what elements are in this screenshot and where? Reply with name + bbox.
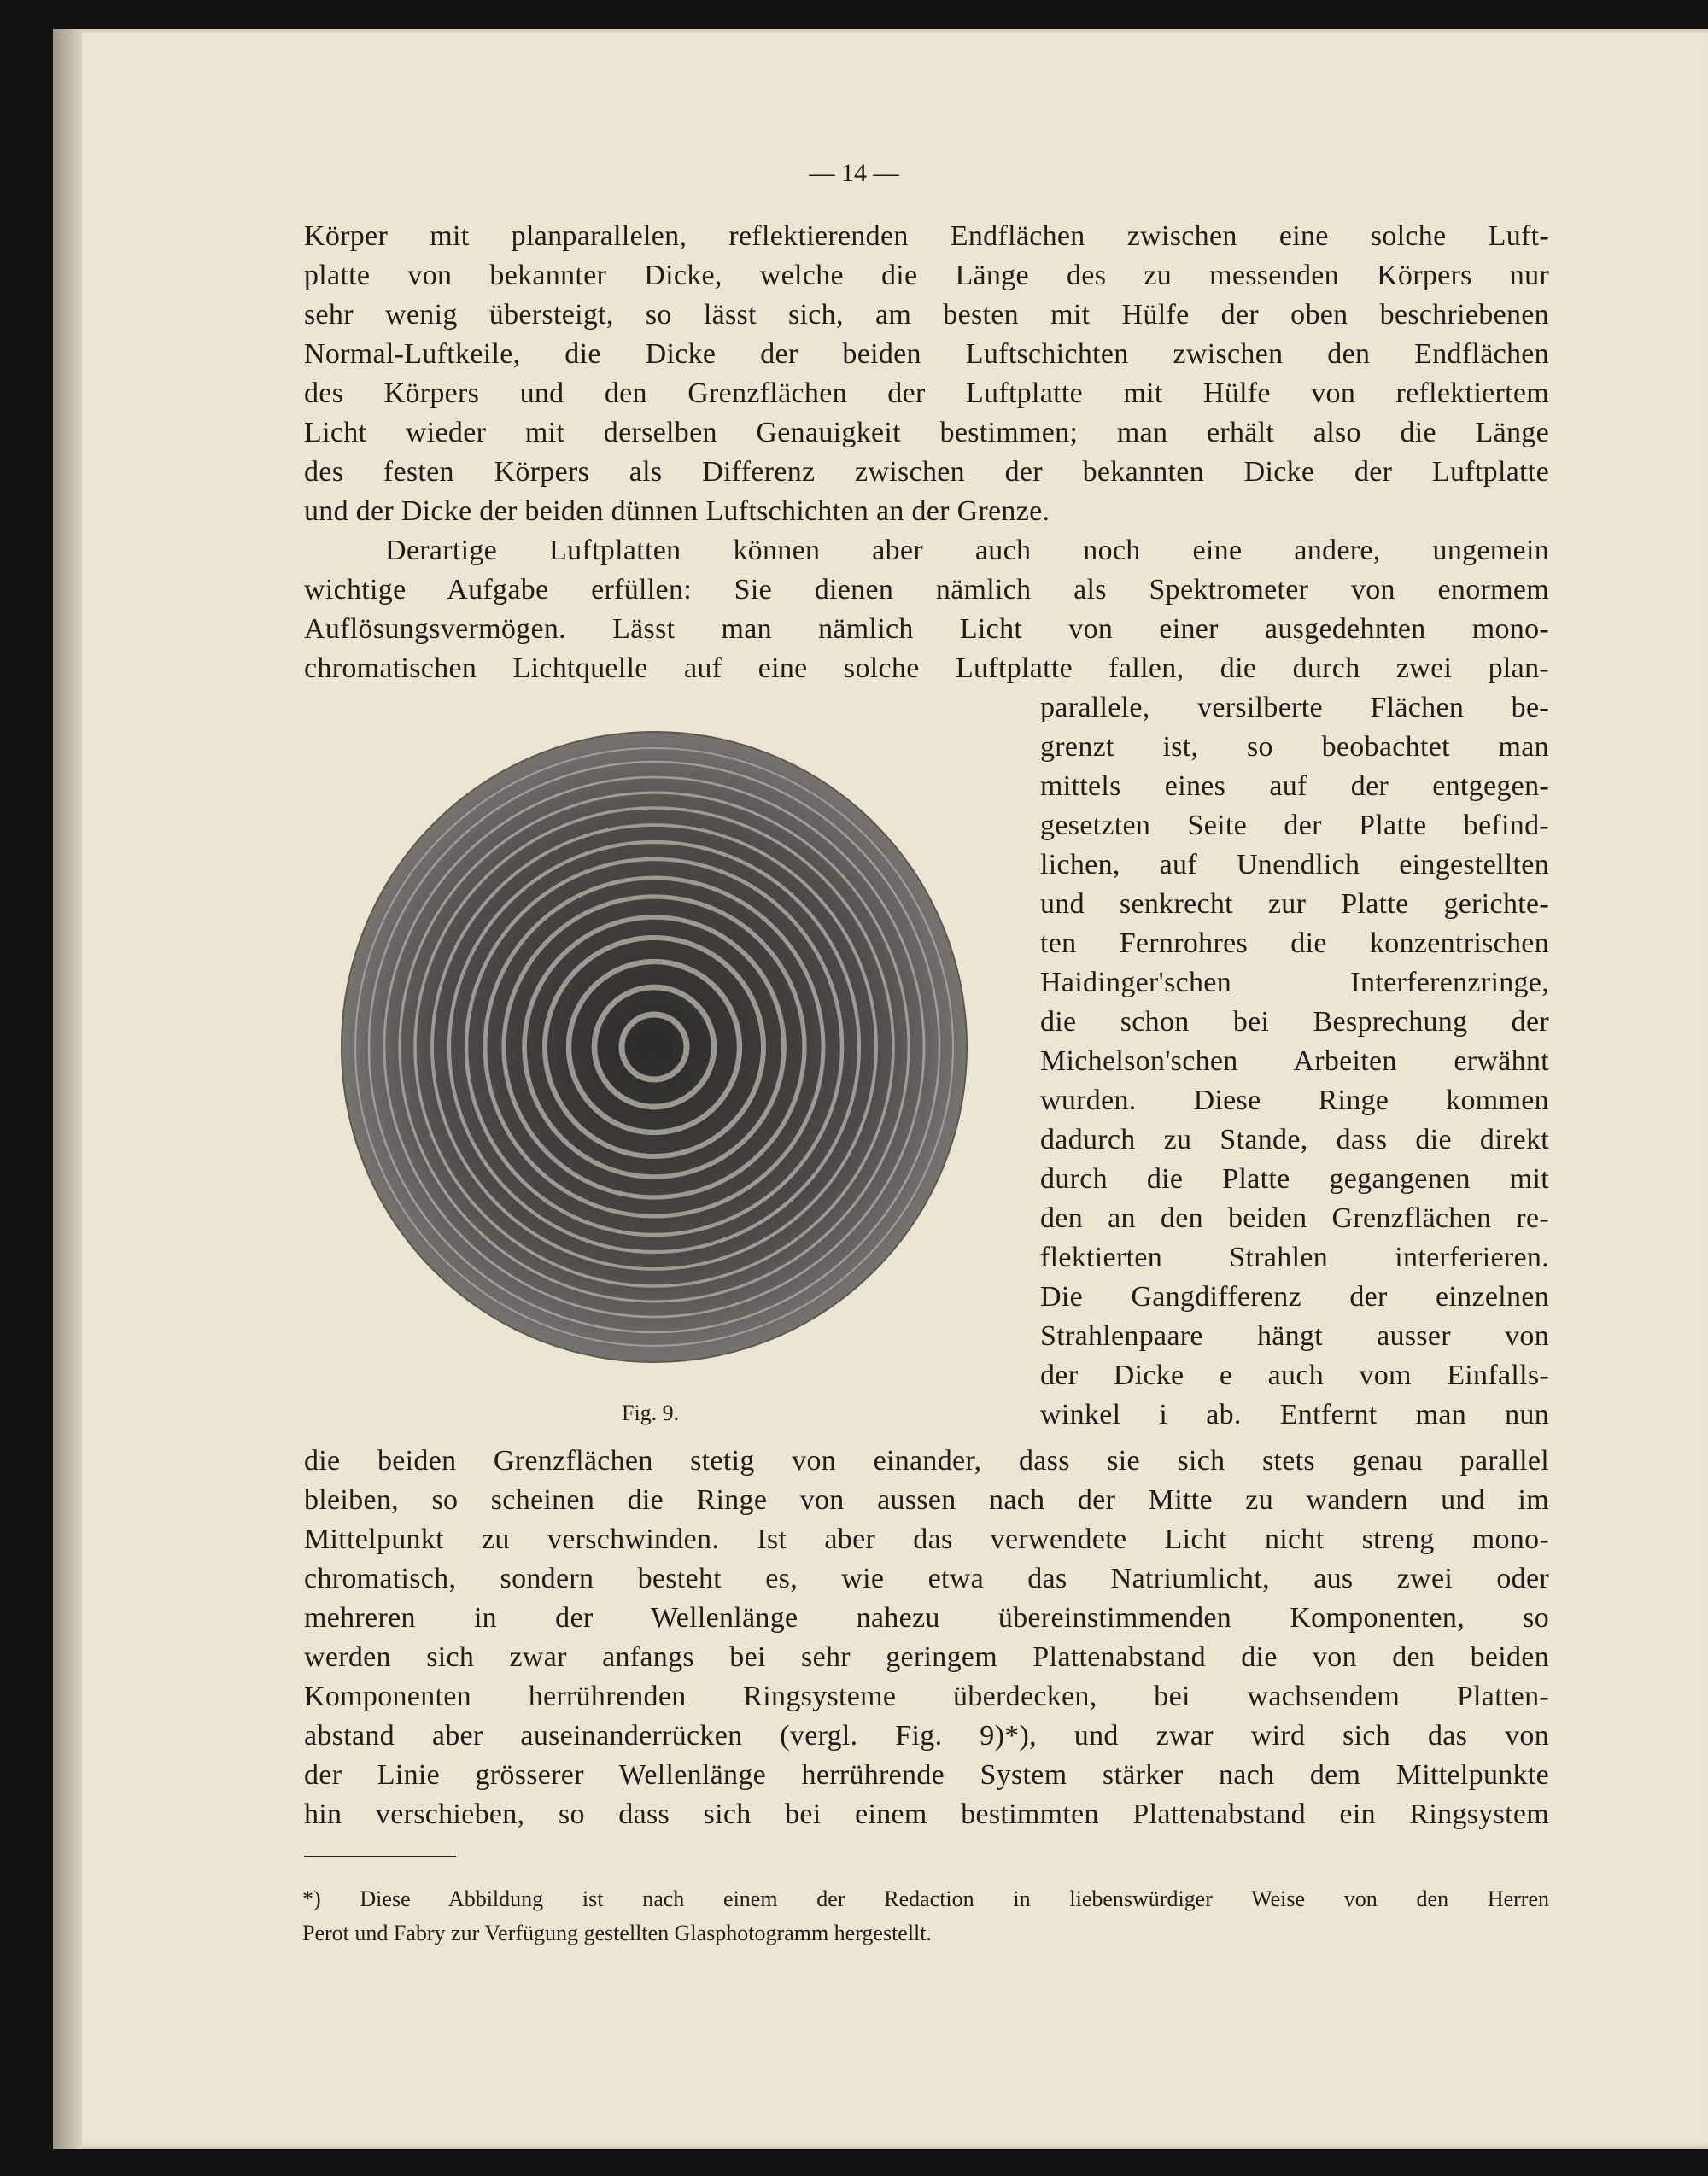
text-line: Körper mit planparallelen, reflektierenden Endflächen zwischen eine solche Luft-: [304, 220, 1549, 252]
text-line: Mittelpunkt zu verschwinden. Ist aber das verwendete Licht nicht streng mono-: [304, 1524, 1549, 1555]
text-line: werden sich zwar anfangs bei sehr geringem Plattenabstand die von den beiden: [304, 1641, 1549, 1673]
text-line: bleiben, so scheinen die Ringe von aussen nach der Mitte zu wandern und im: [304, 1484, 1549, 1516]
text-line: Haidinger'schen Interferenzringe,: [1040, 967, 1549, 998]
text-line: und senkrecht zur Platte gerichte-: [1040, 888, 1549, 920]
text-line: der Dicke e auch vom Einfalls-: [1040, 1360, 1549, 1391]
text-line: der Linie grösserer Wellenlänge herrührende System stärker nach dem Mittelpunkte: [304, 1759, 1549, 1791]
text-line: Strahlenpaare hängt ausser von: [1040, 1320, 1549, 1352]
text-line: winkel i ab. Entfernt man nun: [1040, 1399, 1549, 1430]
text-line: chromatisch, sondern besteht es, wie etwa das Natriumlicht, aus zwei oder: [304, 1563, 1549, 1594]
text-line: den an den beiden Grenzflächen re-: [1040, 1202, 1549, 1234]
text-line: Michelson'schen Arbeiten erwähnt: [1040, 1045, 1549, 1077]
text-line: mittels eines auf der entgegen-: [1040, 770, 1549, 802]
text-line: ten Fernrohres die konzentrischen: [1040, 927, 1549, 959]
footnote-line: *) Diese Abbildung ist nach einem der Redaction in liebenswürdiger Weise von den Herren: [302, 1886, 1549, 1911]
top-paragraphs: [304, 217, 1549, 688]
bottom-paragraph: [304, 1442, 1549, 1834]
text-line: gesetzten Seite der Platte befind-: [1040, 810, 1549, 841]
text-line: und der Dicke der beiden dünnen Luftschichten an der Grenze.: [304, 495, 1050, 527]
text-line: wichtige Aufgabe erfüllen: Sie dienen nämlich als Spektrometer von enormem: [304, 574, 1549, 605]
text-line: die beiden Grenzflächen stetig von einander, dass sie sich stets genau parallel: [304, 1445, 1549, 1477]
side-paragraph: [1040, 688, 1549, 1435]
text-line: durch die Platte gegangenen mit: [1040, 1163, 1549, 1195]
text-line: des Körpers und den Grenzflächen der Luftplatte mit Hülfe von reflektiertem: [304, 377, 1549, 409]
text-line: flektierten Strahlen interferieren.: [1040, 1242, 1549, 1273]
footnote-line: Perot und Fabry zur Verfügung gestellten Glasphotogramm hergestellt.: [302, 1921, 933, 1945]
text-line: die schon bei Besprechung der: [1040, 1006, 1549, 1038]
text-line: Auflösungsvermögen. Lässt man nämlich Licht von einer ausgedehnten mono-: [304, 613, 1549, 645]
page-gutter: [53, 29, 82, 2149]
text-line: dadurch zu Stande, dass die direkt: [1040, 1124, 1549, 1155]
text-line: platte von bekannter Dicke, welche die Länge des zu messenden Körpers nur: [304, 260, 1549, 291]
text-line: Die Gangdifferenz der einzelnen: [1040, 1281, 1549, 1313]
text-line: des festen Körpers als Differenz zwischen der bekannten Dicke der Luftplatte: [304, 456, 1549, 488]
text-line: Licht wieder mit derselben Genauigkeit bestimmen; man erhält also die Länge: [304, 417, 1549, 448]
page-number: — 14 —: [809, 159, 899, 187]
text-line: mehreren in der Wellenlänge nahezu übereinstimmenden Komponenten, so: [304, 1602, 1549, 1634]
text-line: Komponenten herrührenden Ringsysteme überdecken, bei wachsendem Platten-: [304, 1681, 1549, 1712]
text-line: abstand aber auseinanderrücken (vergl. Fig. 9)*), und zwar wird sich das von: [304, 1720, 1549, 1752]
interference-rings-figure: [340, 730, 968, 1364]
text-line: Normal-Luftkeile, die Dicke der beiden Luftschichten zwischen den Endflächen: [304, 338, 1549, 370]
footnote-rule: [304, 1856, 456, 1857]
text-line: Derartige Luftplatten können aber auch noch eine andere, ungemein: [385, 535, 1549, 566]
text-line: hin verschieben, so dass sich bei einem bestimmten Plattenabstand ein Ringsystem: [304, 1799, 1549, 1830]
text-line: grenzt ist, so beobachtet man: [1040, 731, 1549, 763]
text-line: lichen, auf Unendlich eingestellten: [1040, 849, 1549, 880]
text-line: parallele, versilberte Flächen be-: [1040, 692, 1549, 723]
text-line: sehr wenig übersteigt, so lässt sich, am besten mit Hülfe der oben beschriebenen: [304, 299, 1549, 330]
figure-caption: Fig. 9.: [622, 1401, 680, 1425]
text-line: chromatischen Lichtquelle auf eine solche Luftplatte fallen, die durch zwei plan-: [304, 652, 1549, 684]
text-line: wurden. Diese Ringe kommen: [1040, 1085, 1549, 1116]
